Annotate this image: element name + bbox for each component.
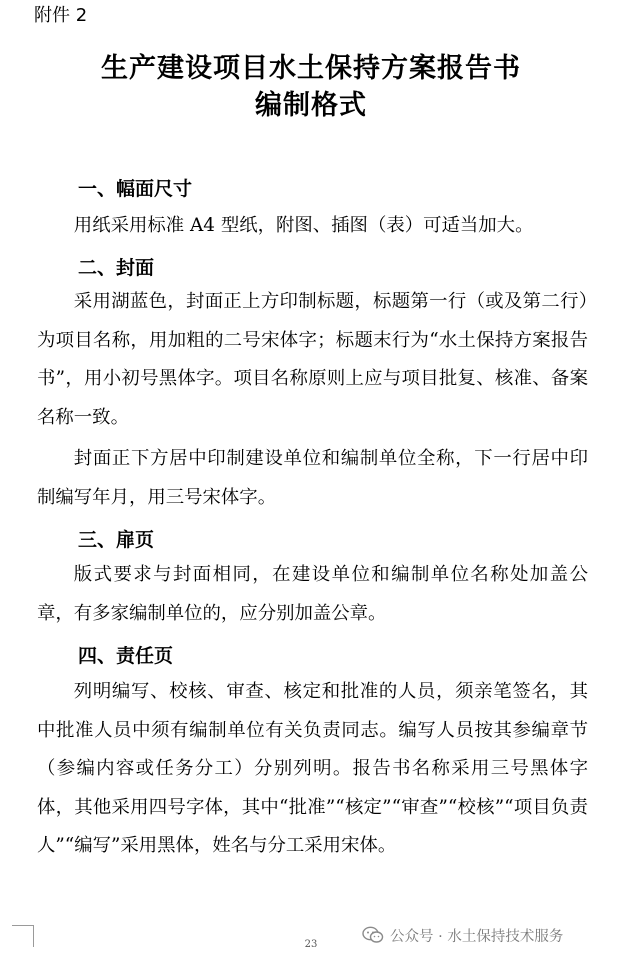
attachment-label: 附件 2 — [34, 5, 88, 26]
document-subtitle: 编制格式 — [255, 90, 367, 121]
section-heading-page-size: 一、幅面尺寸 — [78, 178, 193, 200]
section-heading-cover: 二、封面 — [78, 257, 155, 279]
watermark — [362, 924, 563, 946]
paragraph-page-size: 用纸采用标准 A4 型纸，附图、插图（表）可适当加大。 — [73, 215, 534, 236]
watermark-text: 公众号 · 水土保持技术服务 — [390, 928, 564, 945]
paragraph-responsibility: 列明编写、校核、审查、核定和批准的人员，须亲笔签名，其中批准人员中须有编制单位有关负责同志。编写人员按其参编章节（参编内容或任务分工）分别列明。报告书名称采用三号黑体字体，其他采用四号字体，其中“批准”“核定”“审查”“校核”“项目负责人”“编写”采用黑体，姓名与分工采用宋体。 — [37, 681, 588, 857]
section-heading-title-page: 三、扉页 — [78, 529, 155, 551]
document-title: 生产建设项目水土保持方案报告书 — [101, 53, 521, 84]
section-heading-responsibility: 四、责任页 — [78, 645, 174, 667]
paragraph-cover-2: 封面正下方居中印制建设单位和编制单位全称，下一行居中印制编写年月，用三号宋体字。 — [37, 448, 588, 508]
page-number: 23 — [304, 939, 318, 950]
crop-mark-horizontal — [12, 925, 33, 926]
paragraph-cover-1: 采用湖蓝色，封面正上方印制标题，标题第一行（或及第二行）为项目名称，用加粗的二号宋体字；标题末行为“水土保持方案报告书”，用小初号黑体字。项目名称原则上应与项目批复、核准、备案名称一致。 — [37, 291, 588, 428]
wechat-icon — [362, 926, 384, 944]
paragraph-title-page: 版式要求与封面相同，在建设单位和编制单位名称处加盖公章，有多家编制单位的，应分别加盖公章。 — [37, 564, 588, 624]
